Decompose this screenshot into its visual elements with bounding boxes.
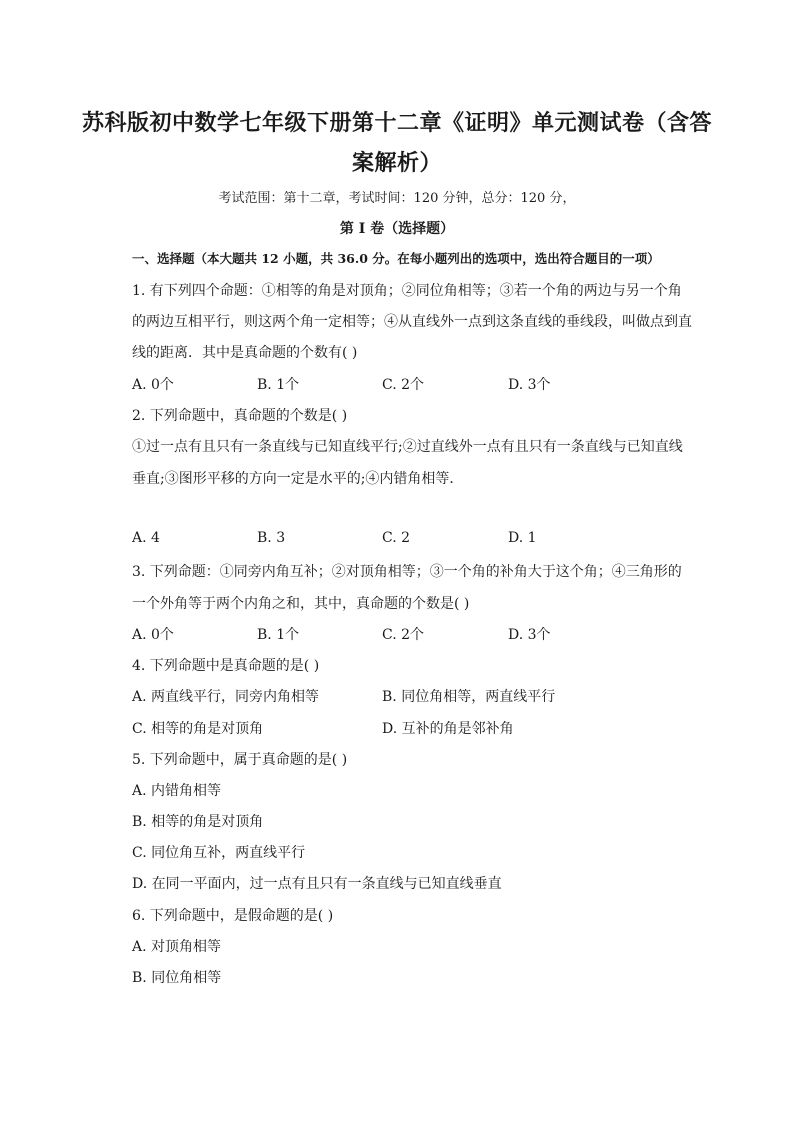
q6-option-b: B. 同位角相等: [132, 970, 222, 986]
q5-option-d: D. 在同一平面内，过一点有且只有一条直线与已知直线垂直: [132, 876, 502, 892]
q5-option-c: C. 同位角互补，两直线平行: [132, 845, 306, 861]
q3-stem-line-1: 3. 下列命题：①同旁内角互补；②对顶角相等；③一个角的补角大于这个角；④三角形的: [132, 564, 682, 580]
q2-option-b: B. 3: [257, 530, 286, 546]
volume-heading: 第 I 卷（选择题）: [339, 221, 455, 237]
q3-option-b: B. 1个: [257, 627, 300, 643]
q3-option-a: A. 0个: [132, 627, 174, 643]
q5-option-b: B. 相等的角是对顶角: [132, 814, 264, 830]
q6-option-a: A. 对顶角相等: [132, 939, 222, 955]
q2-option-a: A. 4: [132, 530, 160, 546]
q6-stem-line-1: 6. 下列命题中，是假命题的是( ): [132, 908, 334, 924]
q1-stem-line-2: 的两边互相平行，则这两个角一定相等；④从直线外一点到这条直线的垂线段，叫做点到直: [132, 314, 692, 330]
q3-stem-line-2: 一个外角等于两个内角之和，其中，真命题的个数是( ): [132, 596, 470, 612]
q2-stem-line-2: ①过一点有且只有一条直线与已知直线平行;②过直线外一点有且只有一条直线与已知直线: [132, 439, 683, 455]
q1-option-d: D. 3个: [508, 377, 551, 393]
q5-option-a: A. 内错角相等: [132, 783, 222, 799]
q5-stem-line-1: 5. 下列命题中，属于真命题的是( ): [132, 752, 348, 768]
exam-info: 考试范围：第十二章，考试时间：120 分钟，总分：120 分，: [218, 191, 576, 206]
q2-option-d: D. 1: [508, 530, 537, 546]
section-heading: 一、选择题（本大题共 12 小题，共 36.0 分。在每小题列出的选项中，选出符合题目的一项）: [132, 251, 660, 266]
q1-stem-line-1: 1. 有下列四个命题：①相等的角是对顶角；②同位角相等；③若一个角的两边与另一个角: [132, 283, 682, 299]
q2-stem-line-1: 2. 下列命题中，真命题的个数是( ): [132, 408, 348, 424]
q4-option-b: B. 同位角相等，两直线平行: [382, 689, 556, 705]
q4-stem-line-1: 4. 下列命题中是真命题的是( ): [132, 658, 320, 674]
document-title-line-1: 苏科版初中数学七年级下册第十二章《证明》单元测试卷（含答: [81, 110, 712, 136]
q1-option-a: A. 0个: [132, 377, 174, 393]
q2-option-c: C. 2: [382, 530, 411, 546]
q3-option-c: C. 2个: [382, 627, 425, 643]
q1-option-c: C. 2个: [382, 377, 425, 393]
q1-option-b: B. 1个: [257, 377, 300, 393]
q2-stem-line-3: 垂直;③图形平移的方向一定是水平的;④内错角相等．: [132, 471, 464, 487]
q3-option-d: D. 3个: [508, 627, 551, 643]
document-title-line-2: 案解析）: [351, 150, 442, 176]
q4-option-a: A. 两直线平行，同旁内角相等: [132, 689, 320, 705]
q4-option-c: C. 相等的角是对顶角: [132, 721, 264, 737]
q4-option-d: D. 互补的角是邻补角: [382, 721, 514, 737]
q1-stem-line-3: 线的距离．其中是真命题的个数有( ): [132, 345, 358, 361]
